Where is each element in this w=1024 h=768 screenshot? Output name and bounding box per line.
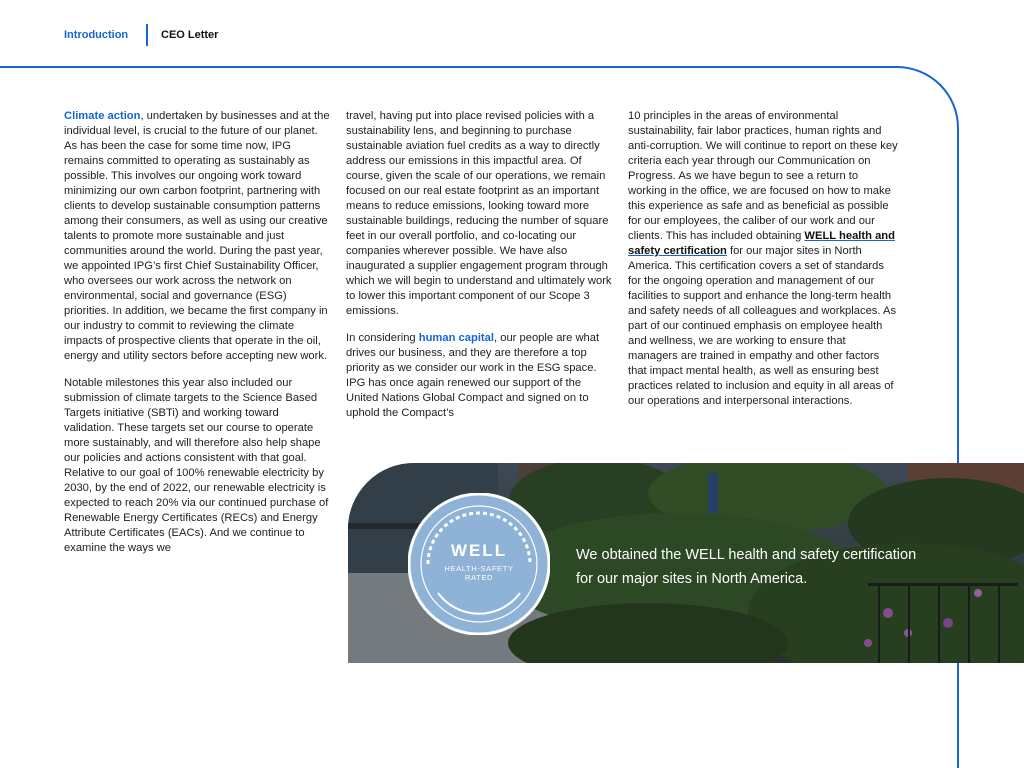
badge-title: WELL (450, 541, 508, 560)
climate-action-highlight: Climate action (64, 110, 141, 122)
paragraph (346, 331, 616, 421)
badge-rated: RATED (464, 573, 494, 582)
photo-caption: We obtained the WELL health and safety certification for our major sites in North America. (576, 547, 917, 587)
well-badge (408, 493, 550, 635)
paragraph: travel, having put into place revised policies with a sustainability lens, and beginning to purchase sustainable aviation fuel credits as a way to directly address our emissions in this impactful area. Of course, given the scale of our operations, we remain focused on our real estate footprint as an important means to reduce emissions, looking toward more sustainable buildings, reducing the number of square feet in our overall portfolio, and co-locating our companies wherever possible. We have also inaugurated a supplier engagement program through which we will begin to understand and ultimately work to lower this important component of our Scope 3 emissions. (346, 110, 612, 317)
paragraph (628, 109, 898, 409)
nav-ceo-letter-link[interactable]: CEO Letter (161, 29, 219, 41)
paragraph-text: for our major sites in North America. This certification covers a set of standards for the ongoing operation and management of our facilities to support and enhance the long-term health and safety needs of all colleagues and workplaces. As part of our continued emphasis on employee health and wellness, we are working to ensure that managers are trained in empathy and other factors that impact mental health, as well as ensuring best practices related to inclusion and equity in all areas of our operations and interpersonal interactions. (628, 245, 897, 407)
paragraph-text: In considering (346, 332, 419, 344)
paragraph (64, 109, 332, 364)
paragraph-text: , undertaken by businesses and at the individual level, is crucial to the future of our planet. As has been the case for some time now, IPG remains committed to operating as sustainably as possible. This involves our ongoing work toward minimizing our own carbon footprint, partnering with clients to develop sustainable consumption patterns among their consumers, as well as using our creative talents to promote more sustainable and just communities around the world. During the past year, we appointed IPG’s first Chief Sustainability Officer, who oversees our work across the network on environmental, social and governance (ESG) priorities. In addition, we became the first company in our industry to commit to reviewing the climate impacts of prospective clients that operate in the oil, energy and utility sectors before accepting new work. (64, 110, 330, 362)
text-column-2 (346, 109, 616, 433)
text-column-3 (628, 109, 898, 421)
well-certification-link[interactable]: WELL health and safety certification (628, 230, 895, 257)
badge-subtitle: HEALTH-SAFETY (444, 564, 514, 573)
paragraph-text: 10 principles in the areas of environmental sustainability, fair labor practices, human rights and anti-corruption. We will continue to report on these key criteria each year through our Communication on Progress. As we have begun to see a return to working in the office, we are focused on how to make this experience as safe and as beneficial as possible for our employees, the caliber of our work and our clients. This has included obtaining (628, 110, 898, 242)
nav-divider (146, 24, 148, 46)
human-capital-highlight: human capital (418, 332, 494, 344)
top-navigation (0, 0, 1024, 66)
paragraph: Notable milestones this year also included our submission of climate targets to the Science Based Targets initiative (SBTi) and working toward validation. These targets set our course to operate more sustainably, and will therefore also help shape our policies and actions consistent with that goal. Relative to our goal of 100% renewable electricity by 2030, by the end of 2022, our renewable electricity is expected to reach 20% via our continued purchase of Renewable Energy Certificates (RECs) and Energy Attribute Certificates (EACs). And we continue to examine the ways we (64, 377, 329, 554)
paragraph-text: , our people are what drives our business, and they are therefore a top priority as we consider our work in the ESG space. IPG has once again renewed our support of the United Nations Global Compact and signed on to uphold the Compact’s (346, 332, 600, 419)
nav-introduction-link[interactable]: Introduction (64, 29, 129, 41)
text-column-1 (64, 109, 332, 568)
